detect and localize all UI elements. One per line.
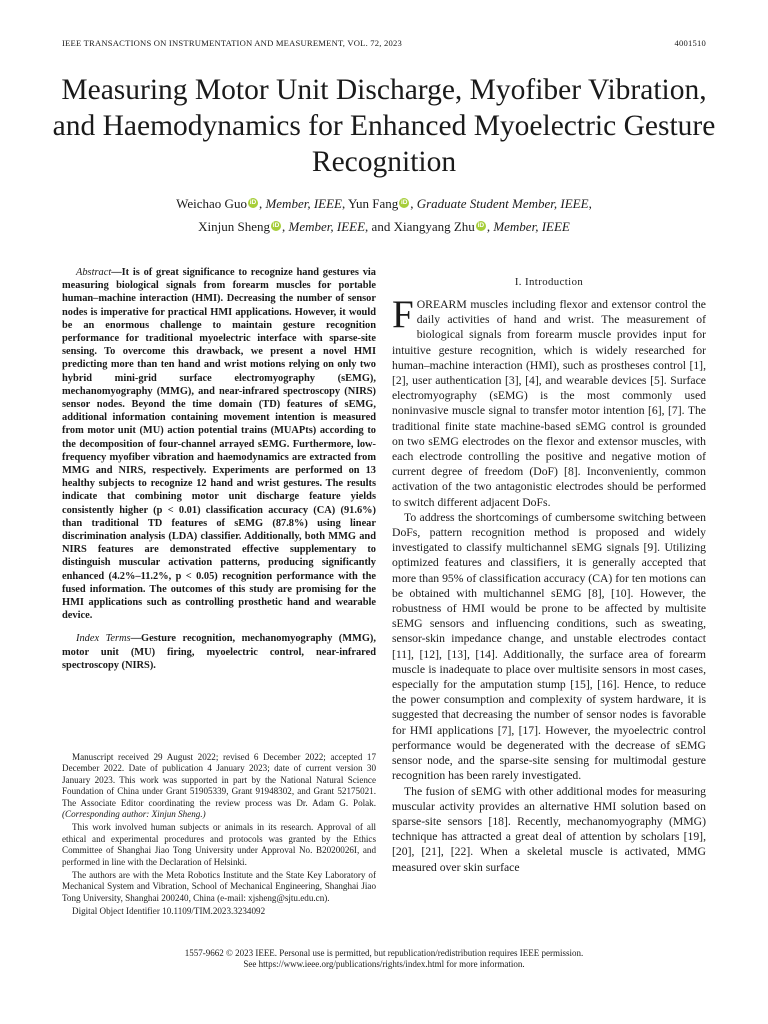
copyright-notice — [62, 948, 706, 971]
index-terms-text: Gesture recognition, mechanomyography (MMG), motor unit (MU) firing, myoelectric control, near-infrared spectroscopy (NIRS). — [62, 633, 376, 671]
author-role: Member, IEEE — [493, 219, 570, 234]
author-separator: , — [341, 196, 349, 211]
footnote-text: Manuscript received 29 August 2022; revised 6 December 2022; accepted 17 December 2022. Date of publication 4 January 2023; date of current version 30 January 2023. This work was supported in part by the National Natural Science Foundation of China under Grant 51905339, Grant 91948302, and Grant 52175021. The Associate Editor coordinating the review process was Dr. Adam G. Polak. — [62, 752, 376, 808]
author-name: Yun Fang — [348, 196, 399, 211]
drop-cap: F — [392, 293, 414, 336]
intro-paragraph-3: The fusion of sEMG with other additional modes for measuring muscular activity provides an alternative HMI solution based on sparse-site sensors [18]. Recently, mechanomyography (MMG) technique has attracted a great deal of attention by scholars [19], [20], [21], [22]. When a skeletal muscle is activated, MMG measured over skin surface — [392, 784, 706, 874]
index-terms — [62, 632, 376, 672]
orcid-icon[interactable]: iD — [400, 199, 408, 206]
journal-name: IEEE TRANSACTIONS ON INSTRUMENTATION AND MEASUREMENT, VOL. 72, 2023 — [62, 38, 402, 48]
author-name: Weichao Guo — [176, 196, 247, 211]
footnote-ethics: This work involved human subjects or animals in its research. Approval of all ethical and experimental procedures and protocols was granted by the Ethics Committee of Shanghai Jiao Tong University under Approval No. B2020026I, and performed in line with the Declaration of Helsinki. — [62, 822, 376, 867]
author-separator: , — [410, 196, 417, 211]
page-id: 4001510 — [674, 38, 706, 48]
left-column — [62, 266, 376, 672]
author-line-1: Weichao Guo iD , Member, IEEE, Yun Fang iD , Graduate Student Member, IEEE, — [176, 196, 592, 211]
author-list — [40, 192, 728, 238]
author-separator: , and — [365, 219, 394, 234]
author-line-2 — [40, 215, 728, 238]
author-name: Xinjun Sheng — [198, 219, 271, 234]
author-name: Xiangyang Zhu — [393, 219, 475, 234]
paper-title: Measuring Motor Unit Discharge, Myofiber Vibration, and Haemodynamics for Enhanced Myoelectric Gesture Recognition — [52, 74, 716, 178]
author-separator: , — [486, 219, 494, 234]
abstract — [62, 266, 376, 622]
author-role: Member, IEEE — [288, 219, 366, 234]
abstract-text: It is of great significance to recognize hand gestures via measuring biological signals from forearm muscles for portable human–machine interaction (HMI). Decreasing the number of sensor nodes is imperative for practical HMI applications. However, it would be an enormous challenge to maintain gesture recognition performance for traditional myoelectric interface with sparse-site sensing. To overcome this drawback, we present a novel HMI predicting more than ten hand and wrist motions relying on only two hybrid mini-grid surface electromyography (sEMG), mechanomyography (MMG), and near-infrared spectroscopy (NIRS) sensor nodes. Beyond the time domain (TD) features of sEMG, additional information containing movement intention is measured from motor unit (MU) action potential trains (MUAPts) according to the decomposition of four-channel arrayed sEMG. Furthermore, low-frequency myofiber vibration and haemodynamics are extracted from MMG and NIRS, respectively. Experiments are performed on 13 healthy subjects to recognize 12 hand and wrist gestures. The results indicate that combining motor unit discharge feature yields consistently higher (p < 0.01) classification accuracy (CA) (91.6%) than traditional TD features of sEMG (87.8%) using linear discrimination analysis (LDA) classifier. Additionally, both MMG and NIRS features are demonstrated effective supplementary to distinguish muscular activation patterns, producing significantly enhanced (4.2%–11.2%, p < 0.05) recognition performance with the fused information. The outcomes of this study are promising for the HMI applications such as controlling prosthetic hand and wearable device. — [62, 267, 376, 622]
copyright-line: 1557-9662 © 2023 IEEE. Personal use is permitted, but republication/redistribution requires IEEE permission. — [184, 948, 584, 958]
rights-link-line[interactable]: See https://www.ieee.org/publications/rights/index.html for more information. — [243, 959, 525, 970]
footnote-affiliation: The authors are with the Meta Robotics Institute and the State Key Laboratory of Mechanical System and Vibration, School of Mechanical Engineering, Shanghai Jiao Tong University, Shanghai 200240, China (e-mail: xjsheng@sjtu.edu.cn). — [62, 870, 376, 903]
author-separator: , — [258, 196, 266, 211]
intro-paragraph-2: To address the shortcomings of cumbersome switching between DoFs, pattern recognition method is proposed and widely investigated to classify multichannel sEMG signals [9]. Utilizing optimized features and classifiers, it is generally accepted that more than 95% of classification accuracy (CA) for ten motions can be obtained with multichannel sEMG [8], [10]. However, the robustness of HMI would be prone to be affected by multisite sEMG sensors and influencing conditions, such as sweating, sensor-skin impedance change, and unstable electrodes contact [11], [12], [13], [14]. Additionally, the surface area of forearm muscle is inadequate to place over multisite sensors in most cases, especially for the amputation stump [15], [16]. Hence, to reduce the power consumption and complexity of system hardware, it is suggested that decreasing the number of sensor nodes is favorable for HMI applications [7], [17]. However, the myoelectric control performance would be degenerated with the decrease of sEMG sensor node, and the sparse-site sensing for multimodal gesture recognition has been rarely investigated. — [392, 510, 706, 783]
abstract-label: Abstract — [76, 267, 112, 278]
footnotes — [62, 752, 376, 920]
paragraph-text: OREARM muscles including flexor and extensor control the daily activities of hand and wrist. The measurement of biological signals from forearm muscle provides input for intuitive gesture recognition, which is widely researched for human–machine interaction (HMI), such as prostheses control [1], [2], user authentication [3], [4], and wearable devices [5]. Surface electromyography (sEMG) is the most commonly used noninvasive muscle signal to transfer motor intention [6], [7]. The traditional finite state machine-based sEMG control is grounded on two sEMG electrodes on the flexor and extensor muscles, with each electrode controlling the positive and negative motion of current degree of freedom (DoF) [8]. Inconveniently, common activation of the two antagonistic electrodes should be performed to switch different adjacent DoFs. — [392, 298, 706, 509]
author-role: Graduate Student Member, IEEE — [416, 196, 589, 211]
abstract-dash: — — [111, 267, 122, 278]
index-terms-dash: — — [130, 633, 141, 645]
author-role: Member, IEEE — [265, 196, 342, 211]
section-title: I. Introduction — [514, 276, 584, 288]
footnote-doi: Digital Object Identifier 10.1109/TIM.2023.3234092 — [72, 906, 266, 917]
index-terms-label: Index Terms — [76, 633, 131, 645]
corresponding-author: (Corresponding author: Xinjun Sheng.) — [62, 809, 206, 820]
footnote-manuscript — [62, 752, 376, 820]
author-separator: , — [282, 219, 289, 234]
orcid-icon[interactable]: iD — [272, 222, 280, 229]
intro-paragraph-1 — [392, 293, 706, 510]
running-header — [62, 38, 706, 48]
orcid-icon[interactable]: iD — [249, 199, 257, 206]
orcid-icon[interactable]: iD — [477, 222, 485, 229]
right-column — [392, 276, 706, 875]
